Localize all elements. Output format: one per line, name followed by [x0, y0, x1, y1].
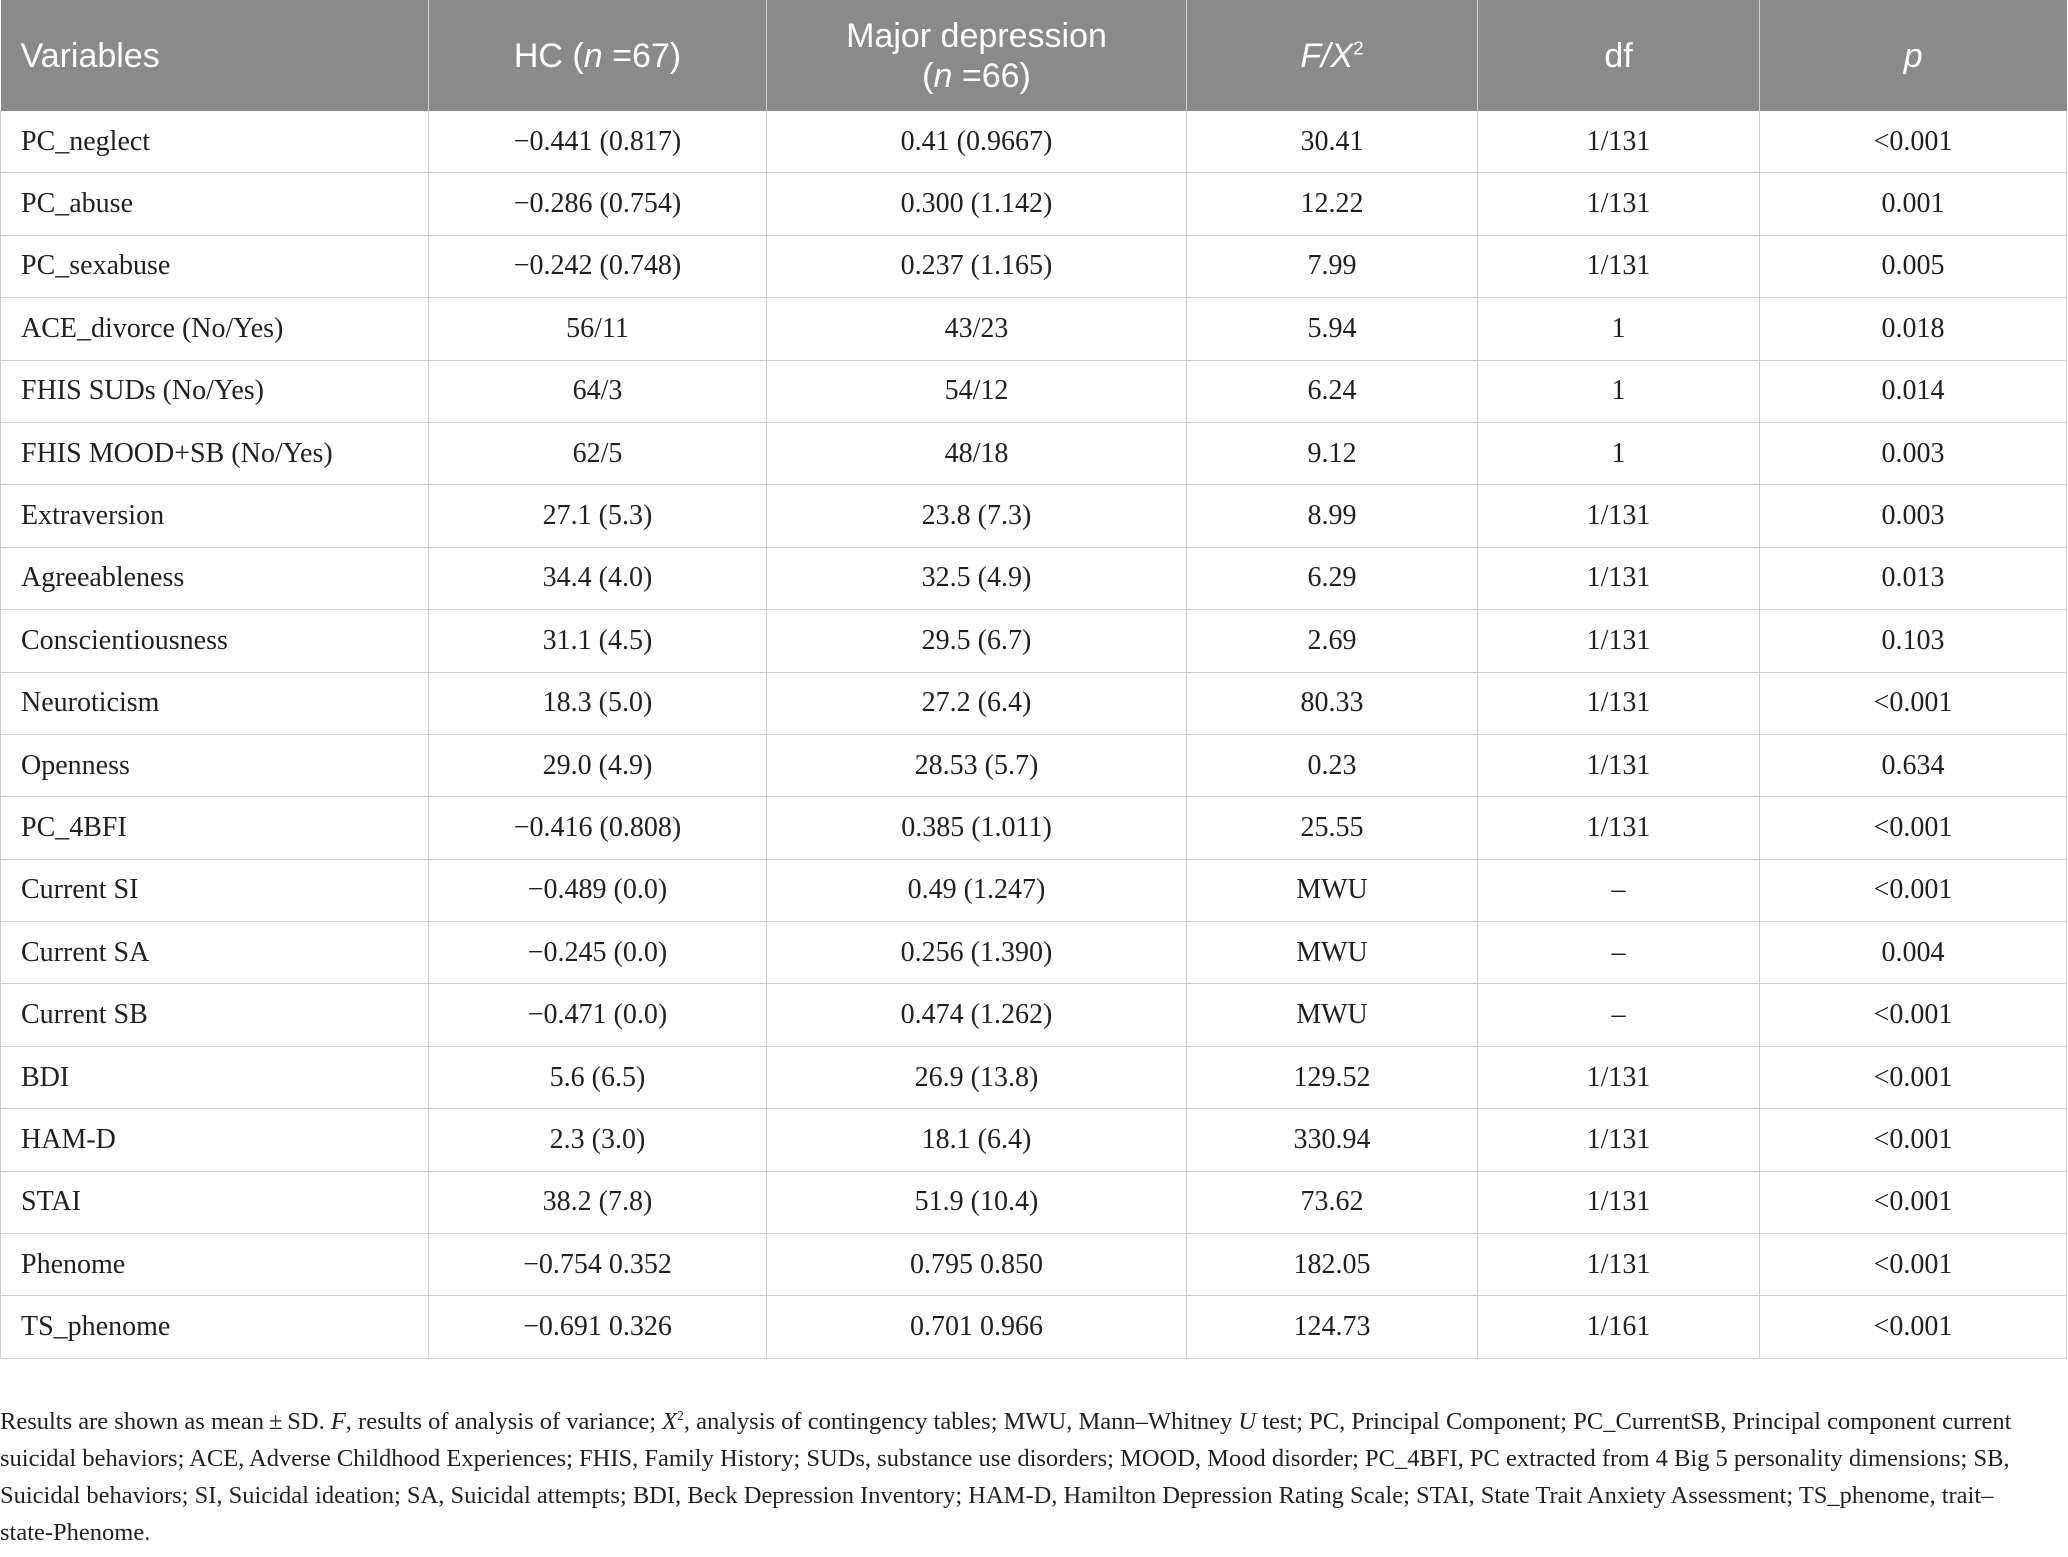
table-footnote	[0, 1403, 2040, 1551]
footnote-x: X	[662, 1408, 678, 1435]
cell-f: MWU	[1187, 922, 1478, 984]
table-row	[1, 298, 2067, 360]
cell-f: 5.94	[1187, 298, 1478, 360]
cell-variable: FHIS MOOD+SB (No/Yes)	[1, 422, 429, 484]
table-row	[1, 173, 2067, 235]
header-hc: HC (n =67)	[429, 0, 767, 111]
cell-p: 0.003	[1760, 422, 2067, 484]
cell-md: 29.5 (6.7)	[767, 610, 1187, 672]
header-row	[1, 0, 2067, 111]
cell-f: 6.29	[1187, 547, 1478, 609]
cell-df: 1/131	[1478, 672, 1760, 734]
cell-md: 26.9 (13.8)	[767, 1046, 1187, 1108]
cell-df: 1	[1478, 360, 1760, 422]
cell-hc: −0.489 (0.0)	[429, 859, 767, 921]
cell-df: –	[1478, 984, 1760, 1046]
table-row	[1, 859, 2067, 921]
cell-variable: HAM-D	[1, 1109, 429, 1171]
cell-df: 1/131	[1478, 734, 1760, 796]
cell-hc: −0.416 (0.808)	[429, 797, 767, 859]
cell-df: –	[1478, 922, 1760, 984]
cell-md: 27.2 (6.4)	[767, 672, 1187, 734]
cell-md: 43/23	[767, 298, 1187, 360]
table-row	[1, 1234, 2067, 1296]
table-row	[1, 360, 2067, 422]
cell-df: 1/131	[1478, 485, 1760, 547]
cell-p: <0.001	[1760, 1234, 2067, 1296]
cell-md: 48/18	[767, 422, 1187, 484]
cell-variable: Current SI	[1, 859, 429, 921]
cell-p: <0.001	[1760, 1046, 2067, 1108]
cell-p: 0.001	[1760, 173, 2067, 235]
cell-hc: 27.1 (5.3)	[429, 485, 767, 547]
cell-variable: PC_sexabuse	[1, 235, 429, 297]
cell-variable: FHIS SUDs (No/Yes)	[1, 360, 429, 422]
header-p: p	[1760, 0, 2067, 111]
cell-variable: Openness	[1, 734, 429, 796]
cell-md: 0.237 (1.165)	[767, 235, 1187, 297]
cell-variable: Neuroticism	[1, 672, 429, 734]
table-header	[1, 0, 2067, 111]
table-row	[1, 111, 2067, 173]
cell-variable: ACE_divorce (No/Yes)	[1, 298, 429, 360]
footnote-text: , results of analysis of variance;	[345, 1408, 663, 1435]
cell-md: 0.49 (1.247)	[767, 859, 1187, 921]
cell-f: 330.94	[1187, 1109, 1478, 1171]
cell-f: 2.69	[1187, 610, 1478, 672]
cell-variable: PC_abuse	[1, 173, 429, 235]
cell-df: 1/131	[1478, 610, 1760, 672]
cell-md: 18.1 (6.4)	[767, 1109, 1187, 1171]
cell-df: 1/131	[1478, 1234, 1760, 1296]
cell-hc: −0.242 (0.748)	[429, 235, 767, 297]
cell-hc: 29.0 (4.9)	[429, 734, 767, 796]
header-f-x2: $F/X^2$	[1187, 0, 1478, 111]
cell-hc: 56/11	[429, 298, 767, 360]
cell-p: 0.004	[1760, 922, 2067, 984]
cell-variable: Agreeableness	[1, 547, 429, 609]
cell-md: 0.41 (0.9667)	[767, 111, 1187, 173]
cell-p: 0.018	[1760, 298, 2067, 360]
cell-p: 0.634	[1760, 734, 2067, 796]
cell-hc: −0.245 (0.0)	[429, 922, 767, 984]
cell-hc: 62/5	[429, 422, 767, 484]
cell-md: 54/12	[767, 360, 1187, 422]
cell-variable: Current SA	[1, 922, 429, 984]
footnote-f: F	[330, 1408, 346, 1435]
cell-df: –	[1478, 859, 1760, 921]
cell-df: 1/131	[1478, 111, 1760, 173]
header-major-depression: Major depression (n =66)	[767, 0, 1187, 111]
cell-p: <0.001	[1760, 859, 2067, 921]
cell-f: 9.12	[1187, 422, 1478, 484]
cell-hc: 5.6 (6.5)	[429, 1046, 767, 1108]
cell-hc: 2.3 (3.0)	[429, 1109, 767, 1171]
cell-f: 124.73	[1187, 1296, 1478, 1358]
table-row	[1, 922, 2067, 984]
cell-p: <0.001	[1760, 1171, 2067, 1233]
cell-hc: 18.3 (5.0)	[429, 672, 767, 734]
cell-f: 8.99	[1187, 485, 1478, 547]
cell-variable: PC_neglect	[1, 111, 429, 173]
cell-df: 1/131	[1478, 1109, 1760, 1171]
table-row	[1, 734, 2067, 796]
cell-p: 0.013	[1760, 547, 2067, 609]
cell-variable: Phenome	[1, 1234, 429, 1296]
table-row	[1, 1171, 2067, 1233]
cell-md: 0.300 (1.142)	[767, 173, 1187, 235]
cell-variable: Extraversion	[1, 485, 429, 547]
cell-variable: PC_4BFI	[1, 797, 429, 859]
cell-f: 73.62	[1187, 1171, 1478, 1233]
cell-df: 1/131	[1478, 173, 1760, 235]
cell-hc: 31.1 (4.5)	[429, 610, 767, 672]
cell-df: 1/131	[1478, 1171, 1760, 1233]
header-df: df	[1478, 0, 1760, 111]
cell-df: 1/131	[1478, 1046, 1760, 1108]
table-row	[1, 797, 2067, 859]
cell-p: <0.001	[1760, 672, 2067, 734]
cell-hc: 38.2 (7.8)	[429, 1171, 767, 1233]
cell-hc: −0.471 (0.0)	[429, 984, 767, 1046]
cell-df: 1/131	[1478, 797, 1760, 859]
cell-hc: 34.4 (4.0)	[429, 547, 767, 609]
table-body	[1, 111, 2067, 1358]
cell-md: 23.8 (7.3)	[767, 485, 1187, 547]
cell-df: 1	[1478, 422, 1760, 484]
cell-df: 1	[1478, 298, 1760, 360]
cell-hc: −0.286 (0.754)	[429, 173, 767, 235]
cell-md: 0.701 0.966	[767, 1296, 1187, 1358]
cell-df: 1/131	[1478, 235, 1760, 297]
table-row	[1, 485, 2067, 547]
footnote-x-sup: 2	[677, 1407, 684, 1423]
cell-f: 80.33	[1187, 672, 1478, 734]
cell-f: 129.52	[1187, 1046, 1478, 1108]
header-variables: Variables	[1, 0, 429, 111]
cell-variable: TS_phenome	[1, 1296, 429, 1358]
cell-df: 1/161	[1478, 1296, 1760, 1358]
cell-p: <0.001	[1760, 797, 2067, 859]
cell-md: 28.53 (5.7)	[767, 734, 1187, 796]
cell-p: 0.014	[1760, 360, 2067, 422]
cell-f: MWU	[1187, 984, 1478, 1046]
cell-f: 12.22	[1187, 173, 1478, 235]
cell-df: 1/131	[1478, 547, 1760, 609]
cell-f: 0.23	[1187, 734, 1478, 796]
cell-md: 0.385 (1.011)	[767, 797, 1187, 859]
cell-hc: 64/3	[429, 360, 767, 422]
cell-hc: −0.441 (0.817)	[429, 111, 767, 173]
cell-md: 51.9 (10.4)	[767, 1171, 1187, 1233]
cell-hc: −0.754 0.352	[429, 1234, 767, 1296]
table-row	[1, 235, 2067, 297]
table-row	[1, 984, 2067, 1046]
table-row	[1, 672, 2067, 734]
cell-p: 0.003	[1760, 485, 2067, 547]
cell-p: 0.103	[1760, 610, 2067, 672]
cell-f: 25.55	[1187, 797, 1478, 859]
cell-f: 7.99	[1187, 235, 1478, 297]
cell-p: 0.005	[1760, 235, 2067, 297]
cell-variable: Current SB	[1, 984, 429, 1046]
cell-f: 6.24	[1187, 360, 1478, 422]
table-row	[1, 1109, 2067, 1171]
footnote-u: U	[1238, 1408, 1257, 1435]
cell-md: 32.5 (4.9)	[767, 547, 1187, 609]
cell-hc: −0.691 0.326	[429, 1296, 767, 1358]
cell-md: 0.256 (1.390)	[767, 922, 1187, 984]
cell-md: 0.795 0.850	[767, 1234, 1187, 1296]
cell-variable: Conscientiousness	[1, 610, 429, 672]
footnote-text: Results are shown as mean ± SD.	[0, 1408, 331, 1435]
table-row	[1, 422, 2067, 484]
cell-f: 30.41	[1187, 111, 1478, 173]
cell-variable: STAI	[1, 1171, 429, 1233]
cell-p: <0.001	[1760, 984, 2067, 1046]
cell-md: 0.474 (1.262)	[767, 984, 1187, 1046]
cell-p: <0.001	[1760, 1296, 2067, 1358]
table-row	[1, 1046, 2067, 1108]
cell-f: 182.05	[1187, 1234, 1478, 1296]
table-row	[1, 610, 2067, 672]
table-row	[1, 1296, 2067, 1358]
cell-p: <0.001	[1760, 1109, 2067, 1171]
footnote-text: test; PC, Principal Component; PC_CurrentSB, Principal component current suicidal behaviors; ACE, Adverse Childhood Experiences; FHIS, Family History; SUDs, substance use disorders; MOOD, Mood disorder; PC_4BFI, PC extracted from 4 Big 5 personality dimensions; SB, Suicidal behaviors; SI, Suicidal ideation; SA, Suicidal attempts; BDI, Beck Depression Inventory; HAM-D, Hamilton Depression Rating Scale; STAI, State Trait Anxiety Assessment; TS_phenome, trait–state-Phenome.	[0, 1408, 2012, 1546]
cell-f: MWU	[1187, 859, 1478, 921]
footnote-text: , analysis of contingency tables; MWU, Mann–Whitney	[683, 1408, 1239, 1435]
cell-variable: BDI	[1, 1046, 429, 1108]
cell-p: <0.001	[1760, 111, 2067, 173]
table-row	[1, 547, 2067, 609]
